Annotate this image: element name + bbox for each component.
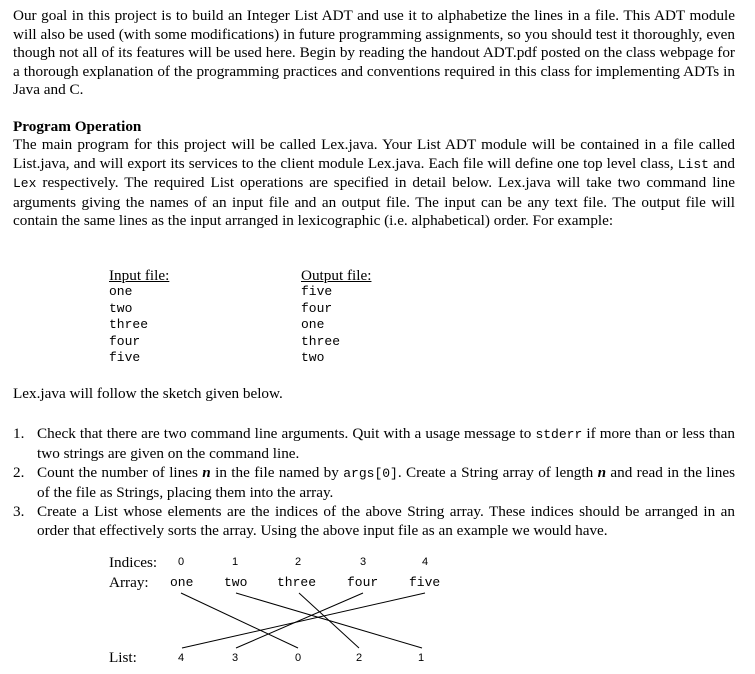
index-value: 2 <box>295 556 302 568</box>
output-line: one <box>301 317 325 333</box>
list-value: 0 <box>295 652 302 664</box>
output-line: two <box>301 350 325 366</box>
intro-paragraph: Our goal in this project is to build an Integer List ADT and use it to alphabetize the lines in a file. This ADT module will also be used (with some modifications) in future programming assignments, so you should test it thoroughly, even though not all of its features will be used here. Begin by reading the handout ADT.pdf posted on the class webpage for a thorough explanation of the programming practices and conventions required in this class for implementing ADTs in Java and C. <box>13 7 735 99</box>
array-value: three <box>277 575 317 590</box>
array-value: one <box>170 575 194 590</box>
index-value: 3 <box>360 556 367 568</box>
code-list: List <box>677 156 709 172</box>
program-operation-text-1: The main program for this project will be called Lex.java. Your List ADT module will be contained in a file called List.java, and will export its services to the client module Lex.java. Each file will define one top level class, <box>13 136 735 172</box>
input-line: one <box>109 284 133 299</box>
input-file-header: Input file: <box>109 267 170 284</box>
var-n: n <box>597 464 607 481</box>
array-value: two <box>224 575 248 590</box>
index-value: 0 <box>178 556 185 568</box>
sketch-intro: Lex.java will follow the sketch given below. <box>13 385 283 402</box>
mapping-line <box>299 593 359 648</box>
code-args0: args[0] <box>343 466 398 481</box>
input-line: four <box>109 333 141 349</box>
program-operation-text-3: respectively. The required List operations are specified in detail below. Lex.java will take two command line arguments giving the names of an input file and an output file. The input can be any text file. The output file will contain the same lines as the input arranged in lexicographic (i.e. alphabetical) order. For example: <box>13 174 735 230</box>
code-stderr: stderr <box>535 427 583 442</box>
indices-label: Indices: <box>109 554 158 571</box>
step-number: 3. <box>13 503 25 520</box>
var-n: n <box>202 464 211 481</box>
list-value: 1 <box>418 652 425 664</box>
step-number: 1. <box>13 425 25 442</box>
list-label: List: <box>109 649 137 666</box>
index-value: 4 <box>422 556 429 568</box>
input-line: five <box>109 350 141 366</box>
program-operation-text-2: and <box>708 154 735 172</box>
index-value: 1 <box>232 556 239 568</box>
array-value: five <box>409 575 441 590</box>
section-heading: Program Operation <box>13 118 142 135</box>
list-value: 2 <box>356 652 363 664</box>
array-label: Array: <box>109 574 149 591</box>
mapping-line <box>182 593 425 648</box>
mapping-line <box>181 593 298 648</box>
step-number: 2. <box>13 464 25 481</box>
step-text: Count the number of lines <box>37 464 203 481</box>
step-text: Check that there are two command line arguments. Quit with a usage message to <box>37 425 536 442</box>
output-line: five <box>301 284 333 299</box>
step-text: if more than or less than two strings are given on the command line. <box>37 425 735 462</box>
list-value: 4 <box>178 652 185 664</box>
mapping-line <box>236 593 363 648</box>
output-line: four <box>301 300 333 316</box>
step-text: . Create a String array of length <box>397 464 598 481</box>
input-line: two <box>109 300 133 316</box>
array-value: four <box>347 575 379 590</box>
input-line: three <box>109 317 149 333</box>
step-text: Create a List whose elements are the indices of the above String array. These indices should be arranged in an order that effectively sorts the array. Using the above input file as an example we would have. <box>37 503 735 539</box>
output-file-header: Output file: <box>301 267 372 284</box>
step-text: in the file named by <box>210 464 344 481</box>
code-lex: Lex <box>13 176 37 192</box>
list-value: 3 <box>232 652 239 664</box>
step-text: and read in the lines of the file as Strings, placing them into the array. <box>37 464 735 501</box>
output-line: three <box>301 333 341 349</box>
